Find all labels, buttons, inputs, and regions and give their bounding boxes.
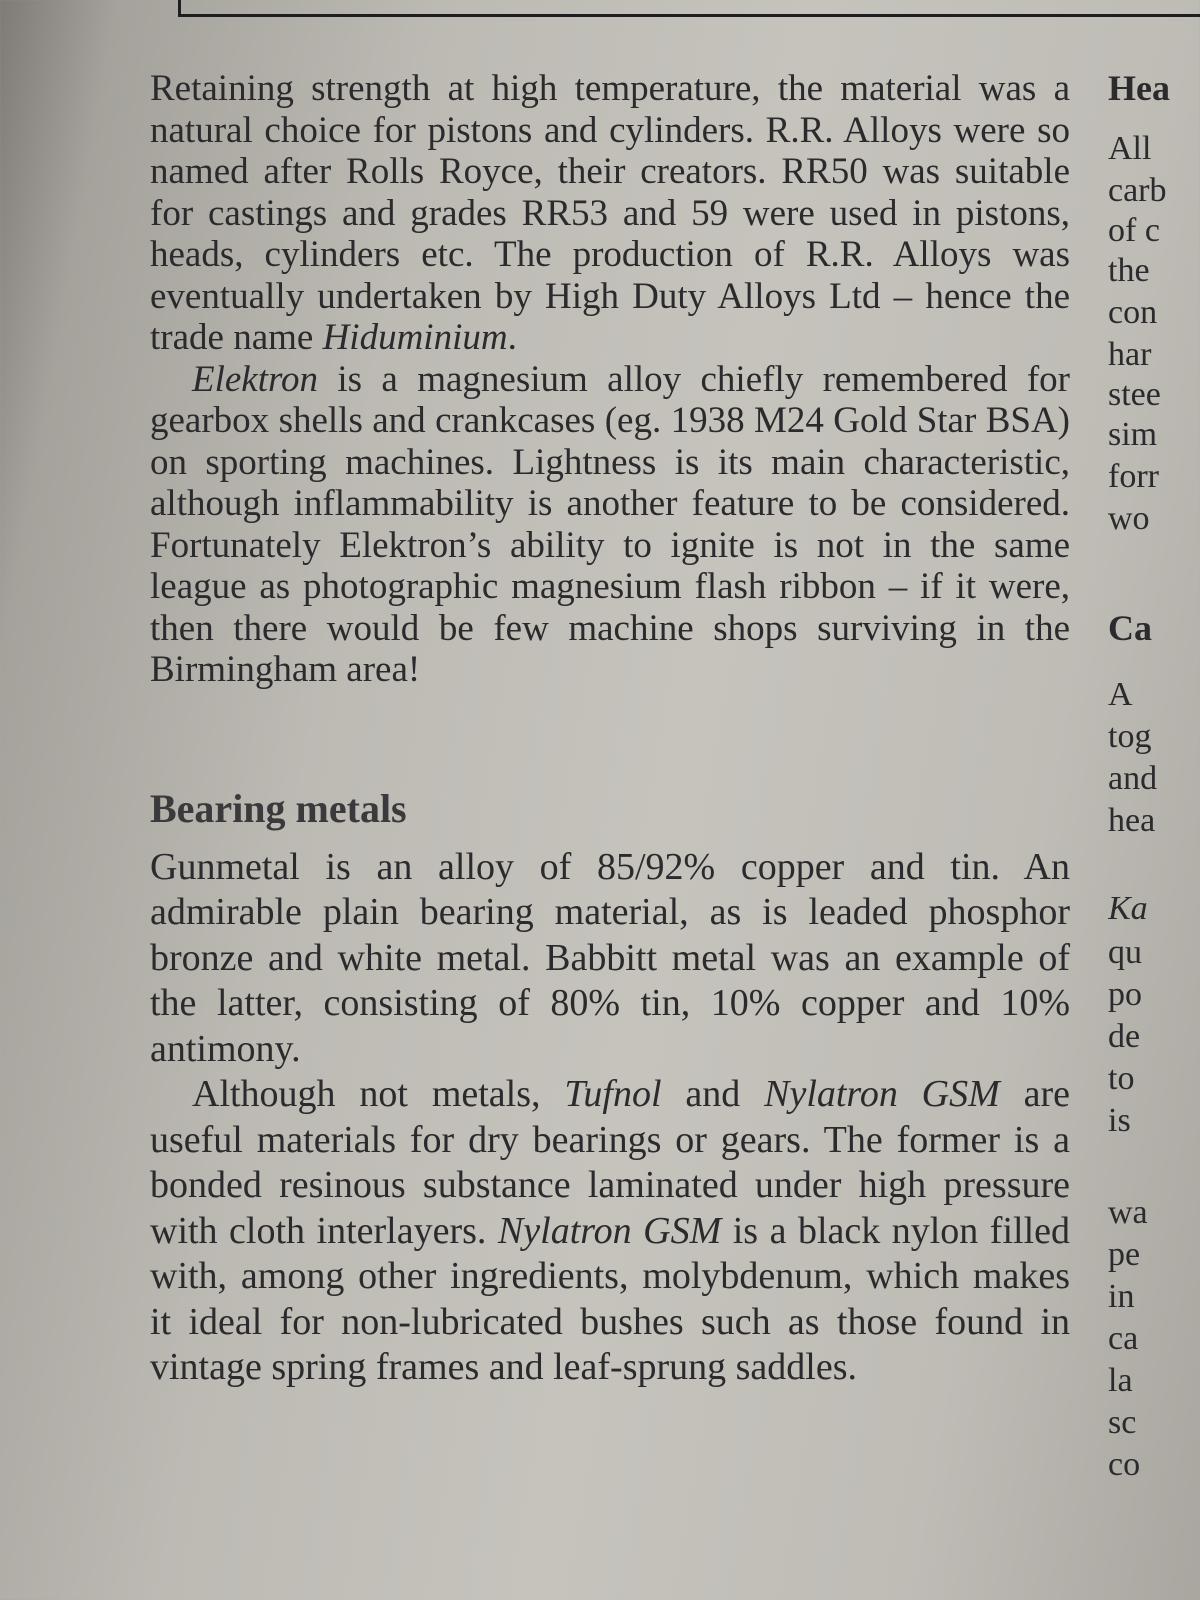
right-column-text-fragment: qu: [1108, 934, 1142, 971]
right-column-text-fragment: All: [1108, 130, 1152, 167]
right-column-text-fragment: is: [1108, 1102, 1131, 1139]
right-column-text-fragment: la: [1108, 1362, 1133, 1399]
right-column-text-fragment: sim: [1108, 416, 1158, 453]
right-column-cropped-text: [1108, 68, 1200, 1494]
italic-term: Hiduminium: [322, 317, 508, 358]
section-bearing-metals: [150, 787, 1070, 1391]
right-column-text-fragment: of c: [1108, 212, 1160, 249]
paragraph-gunmetal: [150, 845, 1070, 1073]
right-column-text-fragment: the: [1108, 252, 1150, 289]
text-run: Although not metals,: [192, 1073, 565, 1115]
right-column-text-fragment: tog: [1108, 718, 1152, 755]
main-column: [150, 68, 1070, 1391]
text-run: Retaining strength at high temperature, the material was a natural choice for pistons and cylinders. R.R. Alloys were so named after Rolls Royce, their creators. RR50 was suitable for castings and grades RR53 and 59 were used in pistons, heads, cylinders etc. The production of R.R. Alloys was eventually undertaken by High Duty Alloys Ltd – hence the trade name: [150, 68, 1070, 358]
right-column-text-fragment: stee: [1108, 376, 1161, 413]
top-rule-box: [178, 0, 1200, 17]
right-column-text-fragment: forr: [1108, 458, 1159, 495]
paragraph-tufnol-nylatron: [150, 1072, 1070, 1391]
right-column-text-fragment: sc: [1108, 1404, 1137, 1441]
text-run: and: [661, 1073, 765, 1115]
right-column-text-fragment: hea: [1108, 802, 1156, 839]
italic-term: Nylatron GSM: [764, 1073, 1000, 1115]
right-column-text-fragment: to: [1108, 1060, 1135, 1097]
text-run: is a black nylon filled with, among other ingredients, molybdenum, which makes it ideal for non-lubricated bushes such as those found in vintage spring frames and leaf-sprung saddles.: [150, 1209, 1070, 1388]
right-column-text-fragment: pe: [1108, 1236, 1141, 1273]
paragraph-elektron: [150, 359, 1070, 691]
right-column-text-fragment: A: [1108, 676, 1133, 713]
right-column-text-fragment: carb: [1108, 172, 1167, 209]
text-run: Gunmetal is an alloy of 85/92% copper and tin. An admirable plain bearing material, as is leaded phosphor bronze and white metal. Babbitt metal was an example of the latter, consisting of 80% tin, 10% copper and 10% antimony.: [150, 845, 1070, 1070]
text-run: .: [507, 317, 517, 358]
right-column-text-fragment: de: [1108, 1018, 1141, 1055]
section-heading: Bearing metals: [150, 785, 407, 831]
right-column-text-fragment: wo: [1108, 500, 1150, 537]
right-column-text-fragment: Ka: [1108, 890, 1148, 927]
text-run: is a magnesium alloy chiefly remembered for gearbox shells and crankcases (eg. 1938 M24 Gold Star BSA) on sporting machines. Lightness is its main characteristic, although inflammability is another feature to be considered. Fortunately Elektron’s ability to ignite is not in the same league as photographic magnesium flash ribbon – if it were, then there would be few machine shops surviving in the Birmingham area!: [150, 358, 1070, 690]
right-column-text-fragment: con: [1108, 294, 1158, 331]
text-run: are useful materials for dry bearings or gears. The former is a bonded resinous substance laminated under high pressure with cloth interlayers.: [150, 1073, 1071, 1252]
right-column-heading-fragment: Ca: [1108, 608, 1152, 648]
right-column-text-fragment: in: [1108, 1278, 1135, 1315]
italic-term: Elektron: [192, 358, 319, 400]
right-column-text-fragment: co: [1108, 1446, 1141, 1483]
right-column-text-fragment: and: [1108, 760, 1158, 797]
italic-term: Tufnol: [564, 1073, 662, 1115]
right-column-text-fragment: ca: [1108, 1320, 1139, 1357]
italic-term: Nylatron GSM: [497, 1209, 722, 1252]
paragraph-rr-alloys: [150, 68, 1070, 359]
right-column-text-fragment: po: [1108, 976, 1142, 1013]
right-column-text-fragment: har: [1108, 336, 1152, 373]
right-column-text-fragment: wa: [1108, 1194, 1148, 1231]
right-column-heading-fragment: Hea: [1108, 68, 1170, 108]
